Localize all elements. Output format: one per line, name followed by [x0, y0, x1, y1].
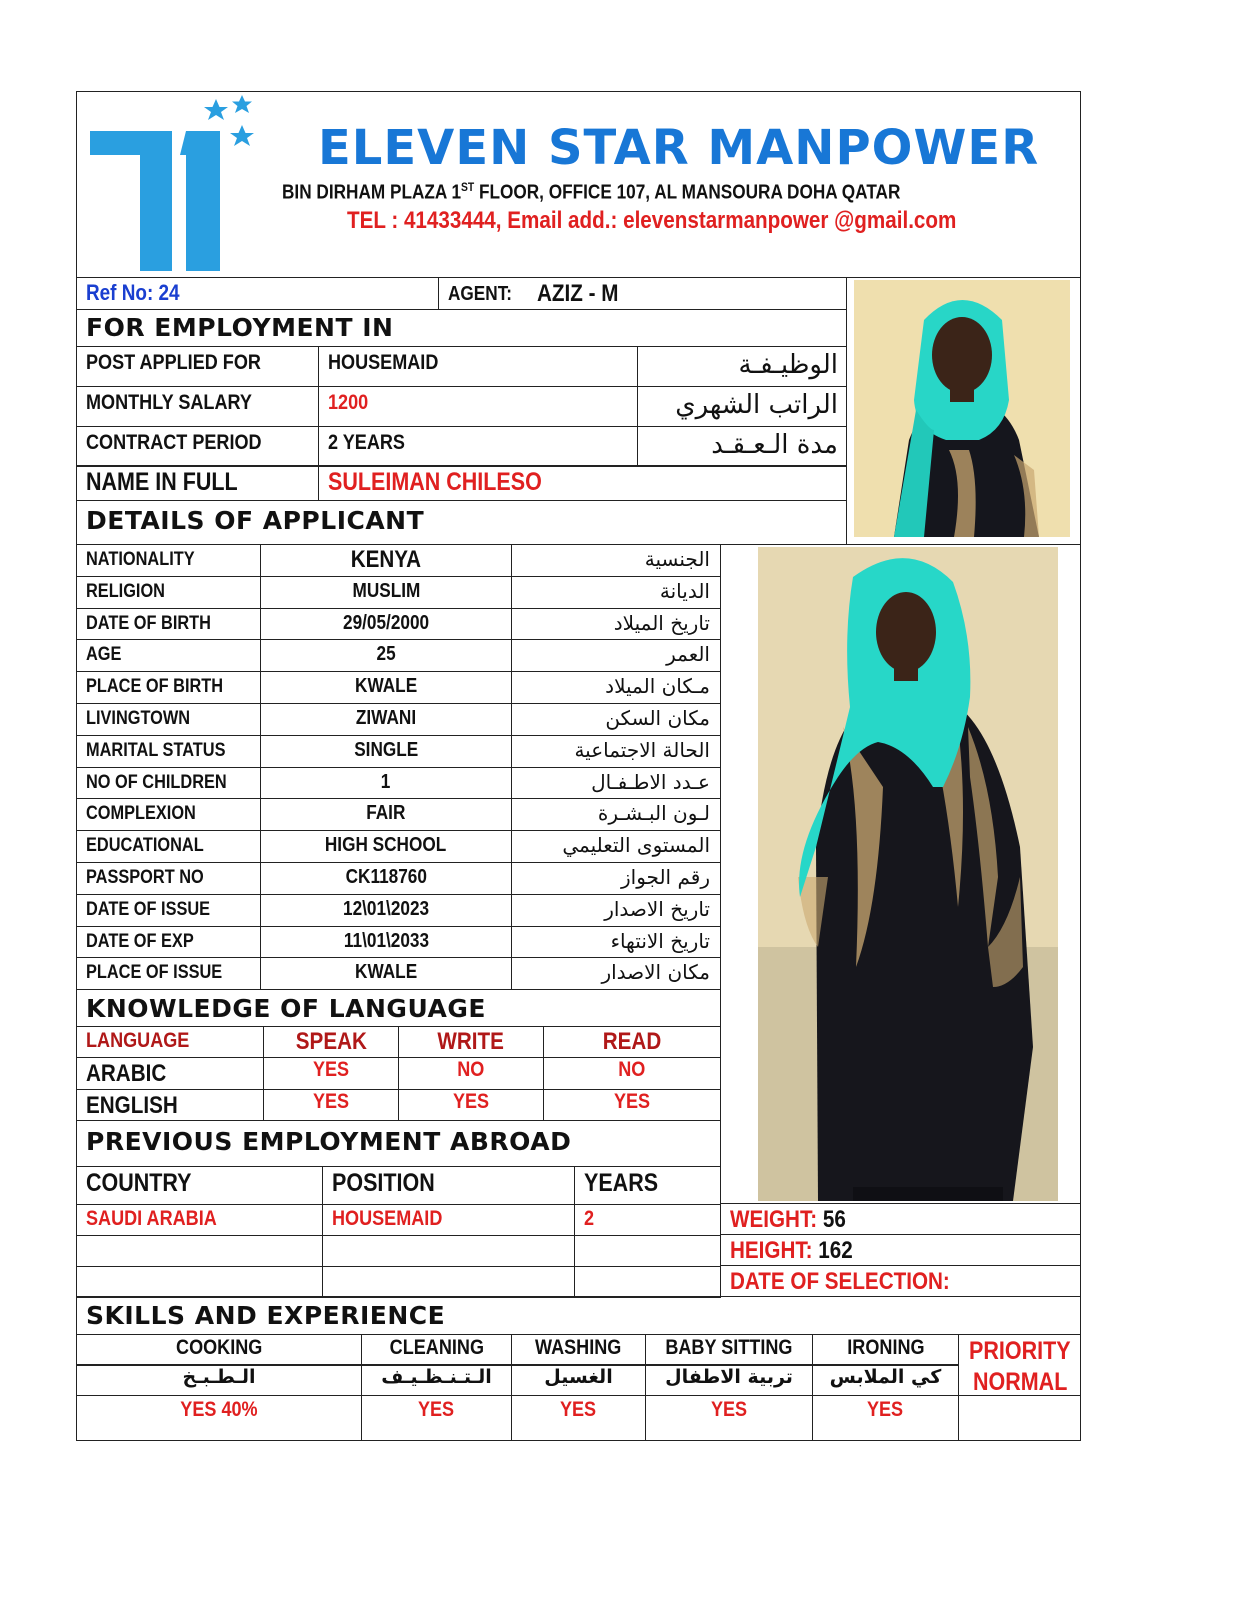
employment-label: [86, 391, 279, 415]
details-heading: DETAILS OF APPLICANT: [86, 506, 425, 535]
details-label: [86, 644, 127, 666]
skill-value-text: YES: [560, 1398, 597, 1421]
employment-arabic: الراتب الشهري: [675, 390, 838, 420]
details-value-text: CK118760: [345, 866, 427, 888]
language-header-write-text: WRITE: [437, 1028, 505, 1055]
skill-value-text: YES: [867, 1398, 904, 1421]
employment-arabic: الوظيـفـة: [738, 350, 838, 380]
previous-cell: [322, 1235, 575, 1267]
previous-cell: [574, 1235, 721, 1267]
previous-header-years-text: YEARS: [584, 1169, 659, 1197]
language-read-text: NO: [618, 1058, 646, 1081]
skill-arabic: الغسيل: [544, 1366, 613, 1388]
applicant-photo-full: [758, 547, 1058, 1201]
details-arabic: عـدد الاطـفـال: [591, 770, 710, 794]
previous-header-years: [584, 1169, 670, 1198]
employment-label-text: CONTRACT PERIOD: [86, 431, 262, 454]
skill-value: [511, 1398, 646, 1422]
details-label-text: PLACE OF BIRTH: [86, 676, 224, 697]
details-value-text: SINGLE: [353, 739, 419, 761]
employment-arabic: مدة الـعـقـد: [711, 430, 838, 460]
skill-value: [76, 1398, 362, 1422]
details-arabic: الديانة: [659, 579, 710, 603]
details-label-text: EDUCATIONAL: [86, 835, 204, 856]
priority-value: NORMAL: [973, 1368, 1068, 1396]
details-value-text: FAIR: [366, 802, 406, 824]
previous-country: [86, 1207, 238, 1231]
language-header-read-text: READ: [602, 1028, 662, 1055]
details-value: [260, 739, 512, 762]
logo-11-icon: [80, 93, 270, 273]
details-value: [260, 612, 512, 635]
previous-header-country: [86, 1169, 209, 1198]
company-contact: TEL : 41433444, Email add.: elevenstarmanpower @gmail.com: [347, 207, 957, 234]
language-heading: KNOWLEDGE OF LANGUAGE: [86, 994, 486, 1023]
details-value-text: 12\01\2023: [342, 898, 430, 920]
ref-number: Ref No: 24: [86, 280, 180, 305]
skill-arabic: تربية الاطفال: [665, 1366, 793, 1388]
details-value: [260, 961, 512, 984]
employment-value: [328, 351, 456, 375]
language-read: [543, 1090, 721, 1114]
details-arabic: رقم الجواز: [621, 865, 710, 889]
details-arabic: مكان الاصدار: [601, 960, 710, 984]
date-of-selection: DATE OF SELECTION:: [730, 1268, 950, 1295]
language-speak: [263, 1058, 399, 1082]
details-arabic: تاريخ الانتهاء: [610, 929, 710, 953]
skills-row-divider: [76, 1364, 362, 1366]
details-arabic: الجنسية: [644, 547, 710, 571]
details-label: [86, 676, 245, 698]
details-value-text: MUSLIM: [352, 580, 420, 602]
details-label-text: LIVINGTOWN: [86, 708, 191, 729]
details-label-text: COMPLEXION: [86, 803, 196, 824]
employment-value-text: HOUSEMAID: [328, 351, 439, 374]
previous-header-country-text: COUNTRY: [86, 1169, 192, 1197]
employment-label: [86, 351, 289, 375]
details-value-text: KWALE: [354, 675, 418, 697]
details-label: [86, 899, 230, 921]
language-speak: [263, 1090, 399, 1114]
language-read: [543, 1058, 721, 1082]
details-value-text: 29/05/2000: [342, 612, 430, 634]
details-label: [86, 581, 178, 603]
previous-country-text: SAUDI ARABIA: [86, 1207, 217, 1230]
details-label: [86, 931, 211, 953]
skill-value-text: YES: [418, 1398, 455, 1421]
employment-label: [86, 431, 290, 455]
skill-name: [361, 1336, 512, 1360]
details-value-text: ZIWANI: [355, 707, 417, 729]
previous-cell: [574, 1204, 721, 1236]
skills-heading: SKILLS AND EXPERIENCE: [86, 1301, 446, 1330]
details-value: [260, 834, 512, 857]
details-label-text: PLACE OF ISSUE: [86, 962, 223, 983]
height: HEIGHT: 162: [730, 1237, 853, 1264]
name-value: SULEIMAN CHILESO: [328, 468, 542, 496]
applicant-photo-small: [854, 280, 1070, 537]
skill-name-text: BABY SITTING: [665, 1336, 793, 1359]
details-value-text: KENYA: [350, 546, 422, 573]
skills-row-divider: [511, 1364, 646, 1366]
previous-cell: [76, 1235, 323, 1267]
language-name: [86, 1060, 179, 1088]
skill-name: [812, 1336, 959, 1360]
details-value: [260, 771, 512, 794]
skill-name-text: CLEANING: [389, 1336, 484, 1359]
details-label: [86, 962, 244, 984]
details-value: [260, 930, 512, 953]
language-read-text: YES: [613, 1090, 651, 1113]
details-value-text: KWALE: [354, 961, 418, 983]
company-address: BIN DIRHAM PLAZA 1ST FLOOR, OFFICE 107, AL MANSOURA DOHA QATAR: [282, 180, 901, 204]
details-label-text: NATIONALITY: [86, 549, 195, 570]
details-label-text: AGE: [86, 644, 122, 665]
language-write-text: NO: [457, 1058, 485, 1081]
language-speak-text: YES: [312, 1058, 350, 1081]
previous-heading: PREVIOUS EMPLOYMENT ABROAD: [86, 1127, 572, 1156]
employment-value-text: 2 YEARS: [328, 431, 405, 454]
previous-cell: [76, 1266, 323, 1298]
employment-value: [328, 391, 375, 415]
skill-value: [361, 1398, 512, 1422]
previous-position-text: HOUSEMAID: [332, 1207, 443, 1230]
details-label: [86, 613, 231, 635]
previous-header-position-text: POSITION: [332, 1169, 435, 1197]
details-label: [86, 772, 250, 794]
details-label-text: DATE OF BIRTH: [86, 613, 211, 634]
details-value: [260, 898, 512, 921]
details-value: [260, 802, 512, 825]
details-arabic: لـون البـشـرة: [597, 801, 710, 825]
skills-row-divider: [645, 1364, 813, 1366]
skill-name-text: IRONING: [846, 1336, 925, 1359]
details-value: [260, 675, 512, 698]
skills-row-divider: [361, 1364, 512, 1366]
details-arabic: المستوى التعليمي: [562, 833, 710, 857]
details-label: [86, 867, 223, 889]
skill-name: [645, 1336, 813, 1360]
language-header-language: [86, 1029, 206, 1053]
details-label-text: DATE OF EXP: [86, 931, 194, 952]
details-label-text: NO OF CHILDREN: [86, 772, 227, 793]
employment-label-text: POST APPLIED FOR: [86, 351, 261, 374]
details-value-text: 25: [376, 643, 396, 665]
details-label-text: PASSPORT NO: [86, 867, 204, 888]
language-write-text: YES: [452, 1090, 490, 1113]
details-value: [260, 580, 512, 603]
skill-arabic: الـطـبـخ: [182, 1366, 256, 1388]
skill-value-text: YES 40%: [180, 1398, 258, 1421]
previous-cell: [574, 1266, 721, 1298]
details-label-text: DATE OF ISSUE: [86, 899, 211, 920]
details-label: [86, 549, 212, 571]
language-name-text: ENGLISH: [86, 1092, 178, 1119]
language-write: [398, 1058, 544, 1082]
skill-arabic: الـتـنـظـيـف: [381, 1366, 492, 1388]
skill-value: [812, 1398, 959, 1422]
employment-value-text: 1200: [328, 391, 369, 414]
details-label-text: RELIGION: [86, 581, 165, 602]
employment-label-text: MONTHLY SALARY: [86, 391, 252, 414]
skill-name-text: COOKING: [175, 1336, 263, 1359]
details-value: [260, 707, 512, 730]
details-label: [86, 835, 223, 857]
details-value: [260, 866, 512, 889]
skill-value-text: YES: [710, 1398, 748, 1421]
agent-value: AZIZ - M: [537, 280, 619, 307]
agent-label: AGENT:: [448, 283, 513, 305]
details-value: [260, 546, 512, 574]
company-name: ELEVEN STAR MANPOWER: [318, 120, 1040, 176]
employment-value: [328, 431, 418, 455]
previous-position: [332, 1207, 460, 1231]
priority-label: PRIORITY: [969, 1337, 1071, 1365]
language-header-speak: [263, 1028, 399, 1056]
language-header-language-text: LANGUAGE: [86, 1029, 190, 1052]
language-header-speak-text: SPEAK: [295, 1028, 367, 1055]
details-value: [260, 643, 512, 666]
details-value-text: HIGH SCHOOL: [325, 834, 447, 856]
details-arabic: مكان السكن: [605, 706, 710, 730]
language-header-read: [543, 1028, 721, 1056]
skill-arabic: كي الملابس: [829, 1366, 942, 1388]
skills-row-divider: [812, 1364, 959, 1366]
employment-heading: FOR EMPLOYMENT IN: [86, 313, 394, 342]
details-arabic: مـكان الميلاد: [605, 674, 710, 698]
language-write: [398, 1090, 544, 1114]
skill-value: [645, 1398, 813, 1422]
previous-header-position: [332, 1169, 451, 1198]
details-label: [86, 708, 207, 730]
previous-years-text: 2: [584, 1207, 595, 1230]
previous-cell: [322, 1266, 575, 1298]
details-label: [86, 803, 214, 825]
weight: WEIGHT: 56: [730, 1206, 846, 1233]
language-name: [86, 1092, 193, 1120]
skill-name: [76, 1336, 362, 1360]
details-label-text: MARITAL STATUS: [86, 740, 226, 761]
priority-empty-cell: [958, 1395, 1081, 1441]
skill-name-text: WASHING: [535, 1336, 622, 1359]
previous-years: [584, 1207, 596, 1231]
details-value-text: 11\01\2033: [343, 930, 429, 952]
details-arabic: تاريخ الميلاد: [613, 611, 710, 635]
language-header-write: [398, 1028, 544, 1056]
details-label: [86, 740, 248, 762]
name-label: NAME IN FULL: [86, 468, 238, 496]
details-arabic: تاريخ الاصدار: [604, 897, 710, 921]
skill-name: [511, 1336, 646, 1360]
language-speak-text: YES: [312, 1090, 350, 1113]
details-arabic: العمر: [666, 642, 710, 666]
details-arabic: الحالة الاجتماعية: [574, 738, 710, 762]
details-value-text: 1: [381, 771, 391, 793]
language-name-text: ARABIC: [86, 1060, 167, 1087]
